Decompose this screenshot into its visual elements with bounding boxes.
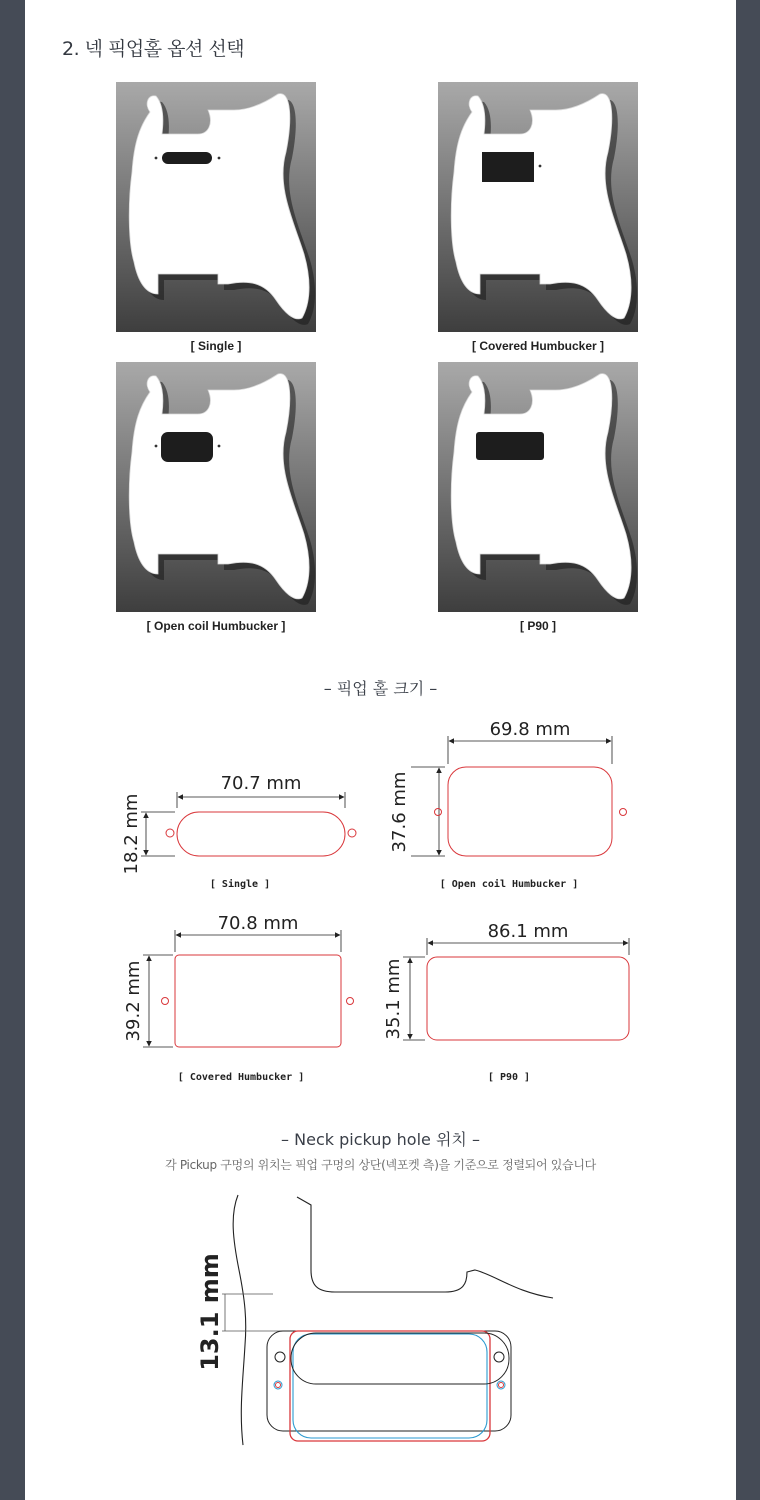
- option-caption: [ Open coil Humbucker ]: [146, 619, 286, 633]
- option-caption: [ Covered Humbucker ]: [471, 339, 605, 353]
- p90-size-diagram: [383, 921, 629, 1083]
- neck-position-title: – Neck pickup hole 위치 –: [281, 1130, 480, 1149]
- neck-position-description: 각 Pickup 구멍의 위치는 픽업 구멍의 상단(넥포켓 측)을 기준으로 정렬되어 있습니다: [165, 1158, 596, 1172]
- single-size-diagram: [121, 773, 356, 890]
- covered-height-label: 39.2 mm: [123, 960, 144, 1042]
- pickup-size-title: – 픽업 홀 크기 –: [323, 679, 438, 698]
- covered-size-diagram: [123, 913, 354, 1083]
- opencoil-size-caption: [ Open coil Humbucker ]: [439, 879, 579, 890]
- neck-offset-label: 13.1 mm: [196, 1253, 224, 1371]
- opencoil-width-label: 69.8 mm: [489, 719, 571, 740]
- single-size-caption: [ Single ]: [209, 879, 271, 890]
- covered-width-label: 70.8 mm: [217, 913, 299, 934]
- opencoil-height-label: 37.6 mm: [389, 771, 410, 853]
- single-height-label: 18.2 mm: [121, 793, 142, 875]
- pickup-size-diagrams: [25, 0, 736, 1500]
- option-caption: [ P90 ]: [519, 619, 556, 633]
- covered-size-caption: [ Covered Humbucker ]: [177, 1072, 305, 1083]
- section-title: 2. 넥 픽업홀 옵션 선택: [62, 38, 245, 60]
- single-width-label: 70.7 mm: [220, 773, 302, 794]
- p90-height-label: 35.1 mm: [383, 958, 404, 1040]
- p90-size-caption: [ P90 ]: [487, 1072, 531, 1083]
- option-caption: [ Single ]: [190, 339, 242, 353]
- opencoil-size-diagram: [389, 719, 627, 890]
- content-page: [25, 0, 736, 1500]
- p90-width-label: 86.1 mm: [487, 921, 569, 942]
